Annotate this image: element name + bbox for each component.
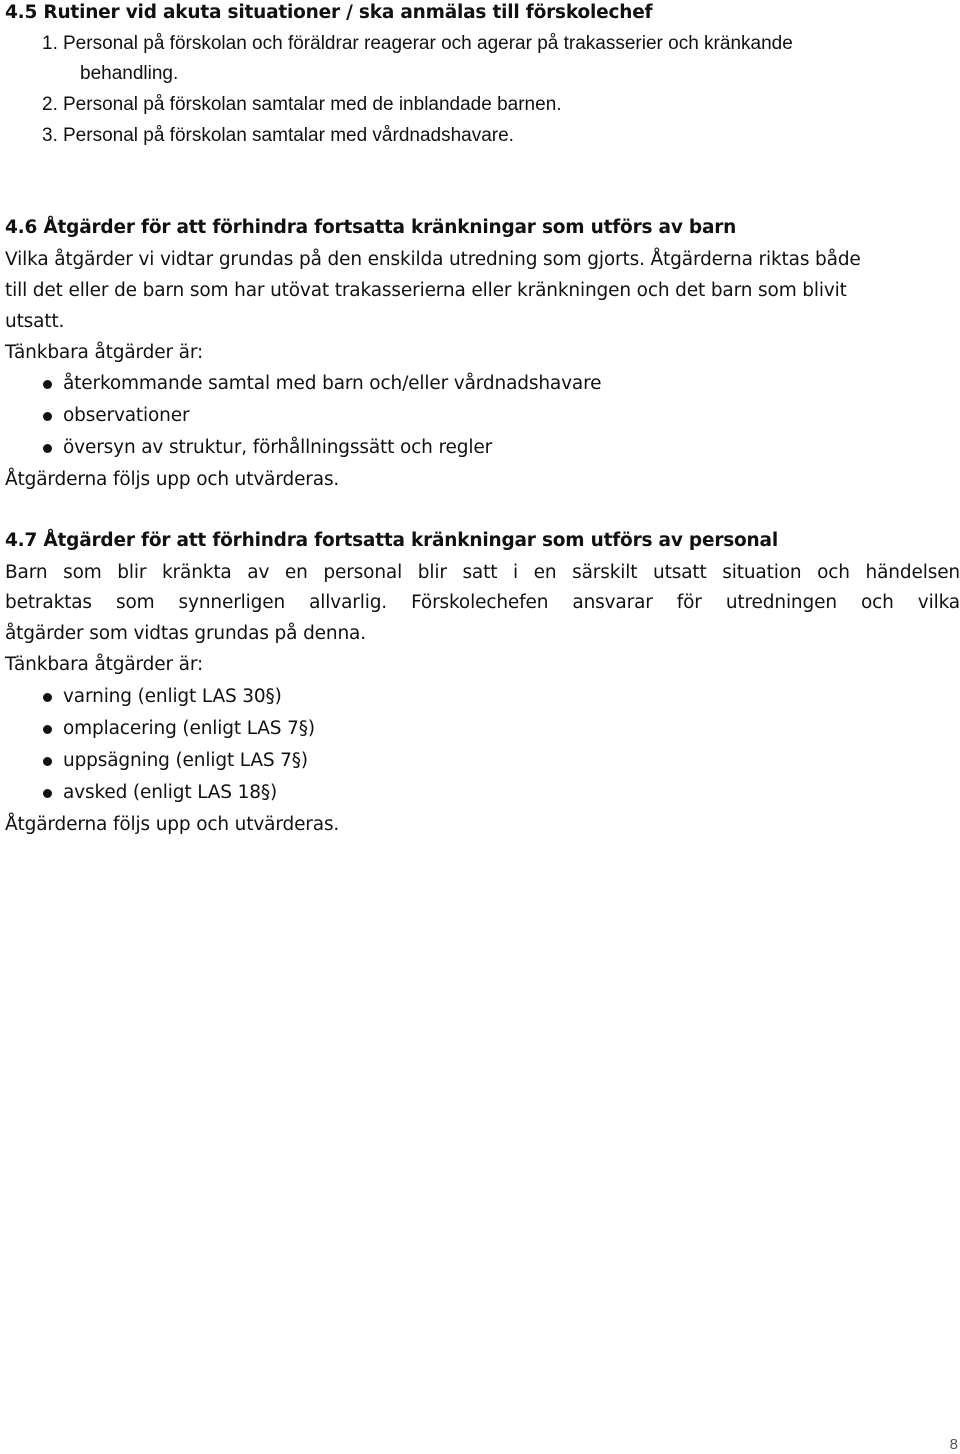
- bullet-icon: [43, 693, 52, 702]
- bullet-item: omplacering (enligt LAS 7§): [63, 718, 315, 739]
- bullet-icon: [43, 380, 52, 389]
- paragraph-line: Barn som blir kränkta av en personal blir satt i en särskilt utsatt situation och händelsen: [5, 562, 960, 583]
- intro-text: Tänkbara åtgärder är:: [5, 654, 204, 675]
- list-number: 2.: [42, 94, 58, 115]
- bullet-icon: [43, 725, 52, 734]
- paragraph-line: åtgärder som vidtas grundas på denna.: [5, 623, 366, 644]
- intro-text: Tänkbara åtgärder är:: [5, 342, 204, 363]
- list-number: 1.: [42, 33, 58, 54]
- paragraph-line: till det eller de barn som har utövat trakasserierna eller kränkningen och det barn som blivit: [5, 280, 847, 301]
- bullet-icon: [43, 757, 52, 766]
- section-4-6-heading: 4.6 Åtgärder för att förhindra fortsatta kränkningar som utförs av barn: [5, 217, 737, 238]
- paragraph-line: betraktas som synnerligen allvarlig. Förskolechefen ansvarar för utredningen och vilka: [5, 592, 960, 613]
- closing-text: Åtgärderna följs upp och utvärderas.: [5, 469, 340, 490]
- bullet-item: avsked (enligt LAS 18§): [63, 782, 278, 803]
- bullet-item: översyn av struktur, förhållningssätt och regler: [63, 437, 493, 458]
- list-number: 3.: [42, 125, 58, 146]
- paragraph-line: utsatt.: [5, 311, 65, 332]
- bullet-icon: [43, 444, 52, 453]
- section-4-7-heading: 4.7 Åtgärder för att förhindra fortsatta kränkningar som utförs av personal: [5, 530, 778, 551]
- bullet-icon: [43, 789, 52, 798]
- list-item: Personal på förskolan samtalar med vårdnadshavare.: [63, 125, 514, 146]
- bullet-item: observationer: [63, 405, 190, 426]
- bullet-item: varning (enligt LAS 30§): [63, 686, 282, 707]
- bullet-icon: [43, 412, 52, 421]
- paragraph-line: Vilka åtgärder vi vidtar grundas på den enskilda utredning som gjorts. Åtgärderna riktas både: [5, 249, 861, 270]
- closing-text: Åtgärderna följs upp och utvärderas.: [5, 814, 340, 835]
- page-number: 8: [949, 1436, 958, 1453]
- section-4-5-heading: 4.5 Rutiner vid akuta situationer / ska anmälas till förskolechef: [5, 2, 653, 23]
- list-item: Personal på förskolan samtalar med de inblandade barnen.: [63, 94, 562, 115]
- list-item-continuation: behandling.: [80, 63, 179, 84]
- bullet-item: uppsägning (enligt LAS 7§): [63, 750, 308, 771]
- list-item: Personal på förskolan och föräldrar reagerar och agerar på trakasserier och kränkande: [63, 33, 793, 54]
- bullet-item: återkommande samtal med barn och/eller vårdnadshavare: [63, 373, 602, 394]
